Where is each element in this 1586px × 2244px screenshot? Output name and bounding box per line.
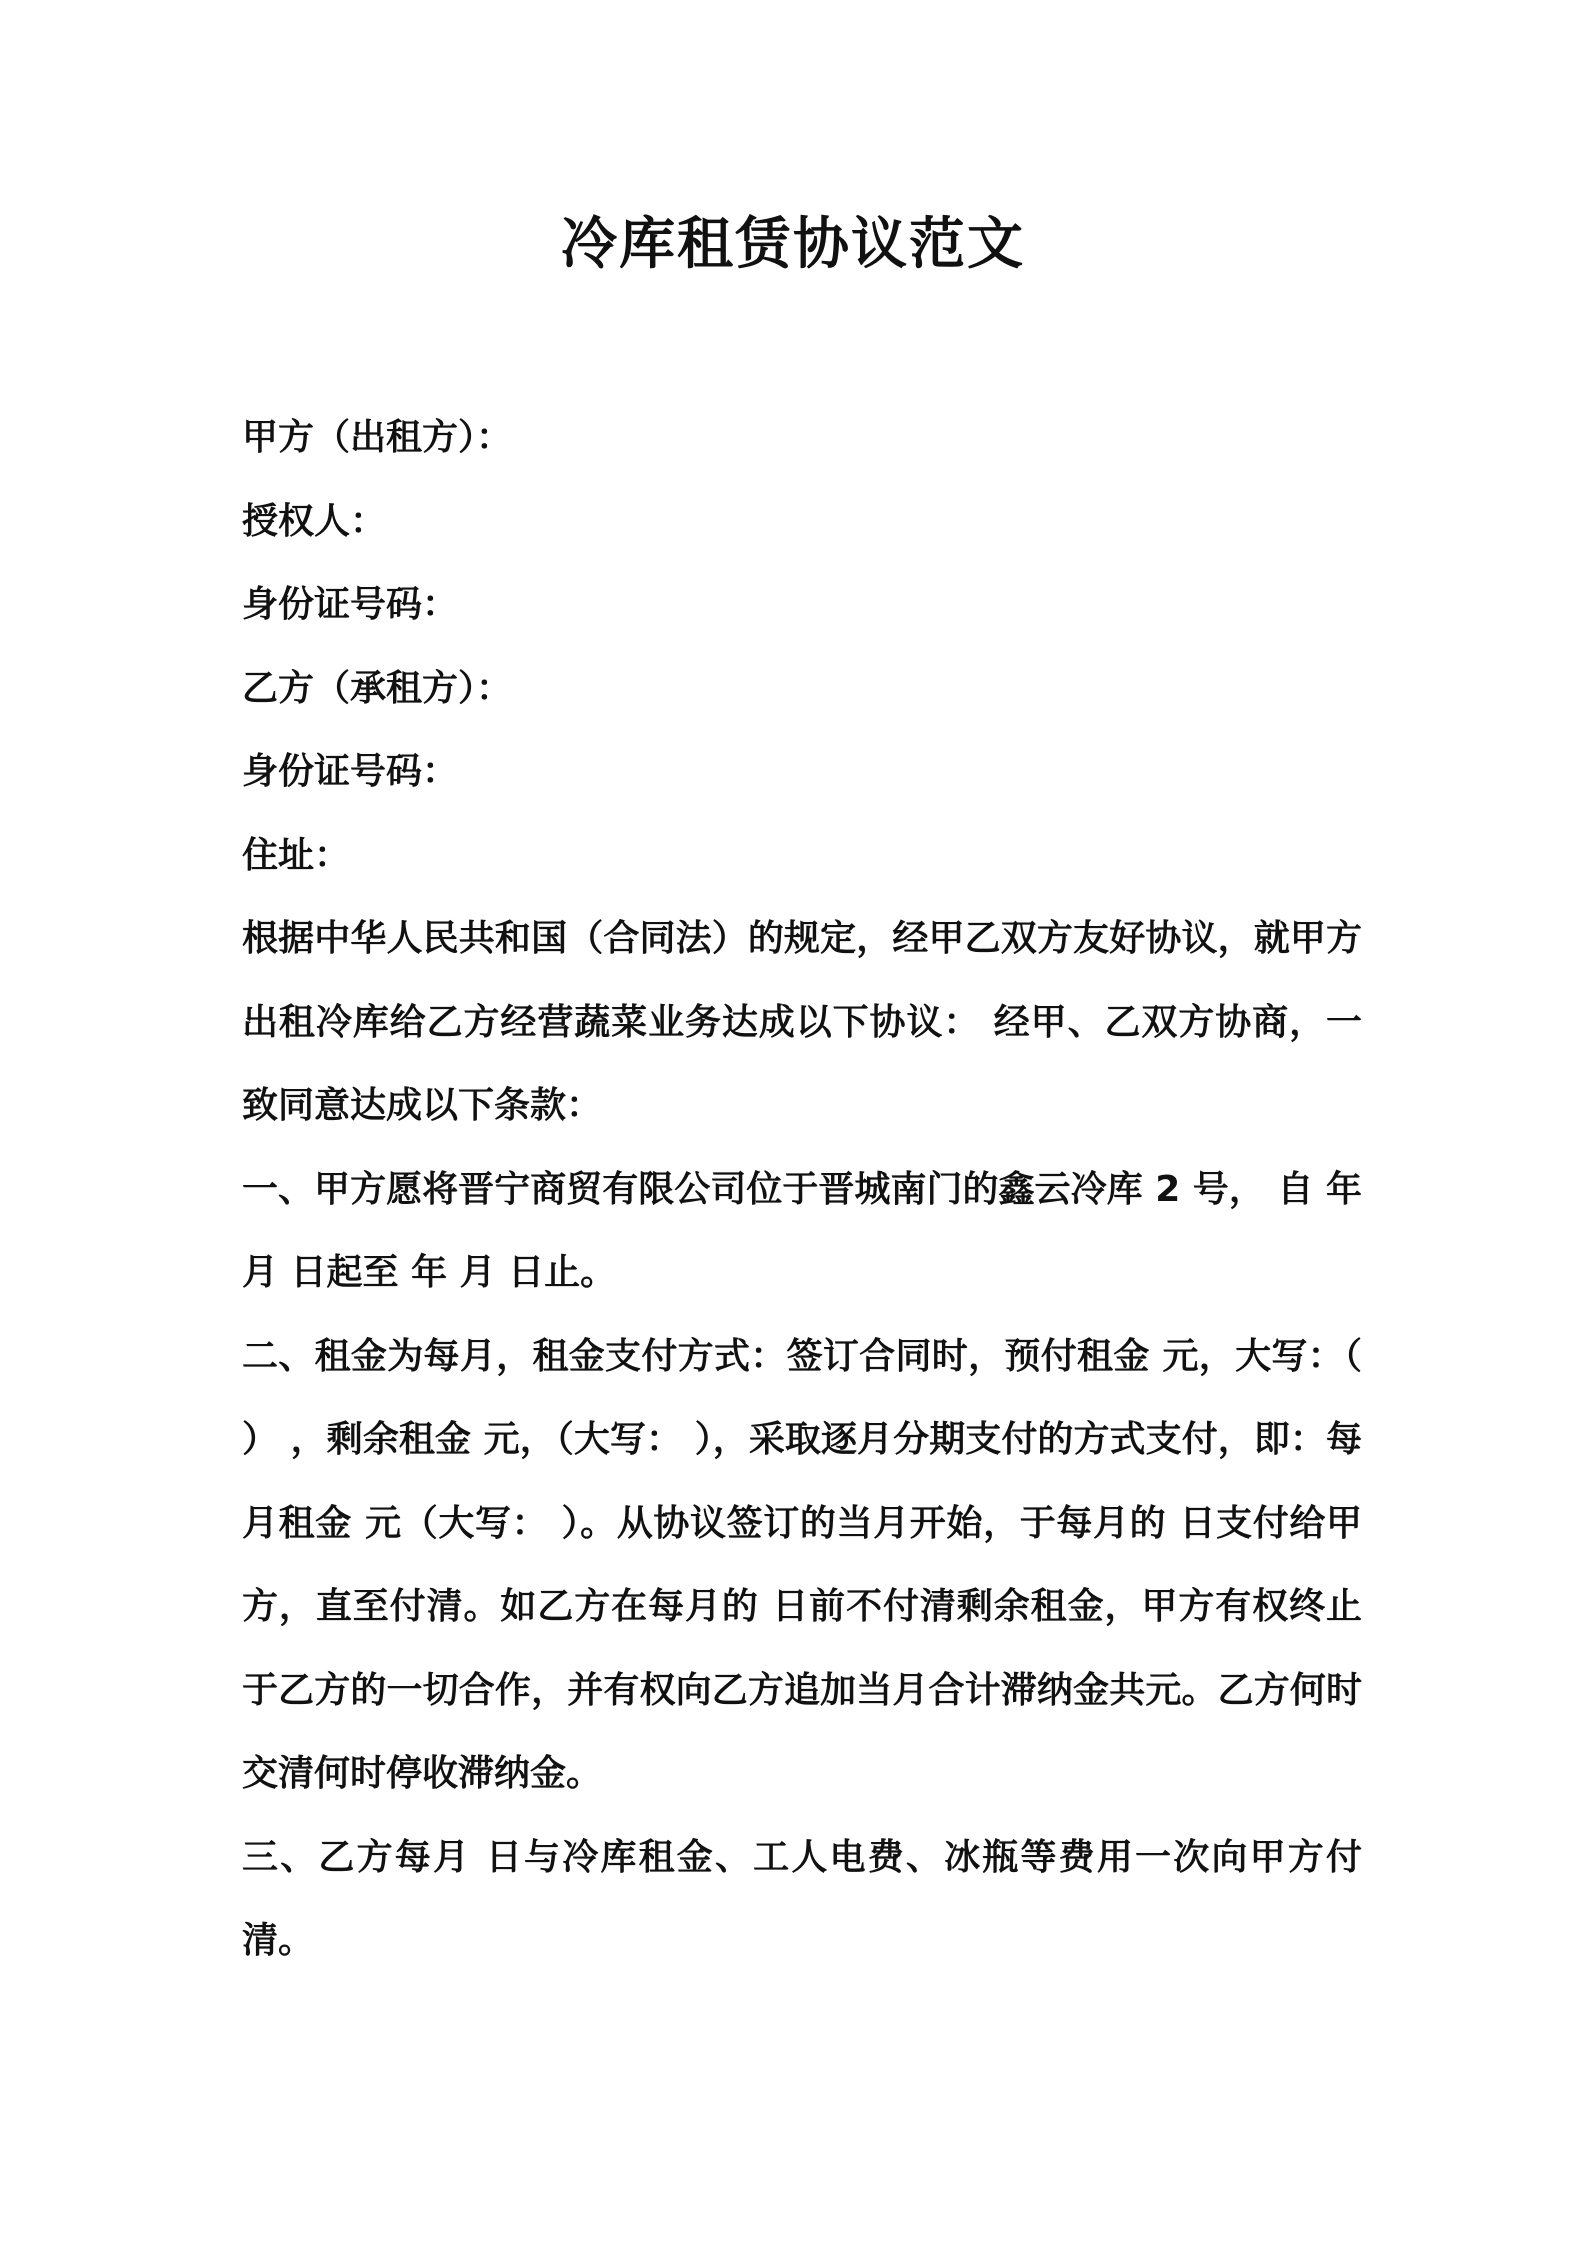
address-field: 住址： — [242, 834, 351, 876]
clause-1-paragraph: 一、甲方愿将晋宁商贸有限公司位于晋城南门的鑫云冷库 2 号， 自 年 月 日起至 年 月 日止。 — [242, 1168, 1362, 1293]
authorized-person-field: 授权人： — [242, 500, 387, 542]
clause-3-paragraph: 三、乙方每月 日与冷库租金、工人电费、冰瓶等费用一次向甲方付清。 — [242, 1836, 1362, 1961]
party-a-field: 甲方（出租方）： — [242, 417, 513, 458]
document-title: 冷库租赁协议范文 — [561, 212, 1025, 277]
party-a-id-field: 身份证号码： — [242, 584, 459, 625]
document-body — [242, 396, 1362, 1983]
preamble-paragraph: 根据中华人民共和国（合同法）的规定，经甲乙双方友好协议，就甲方出租冷库给乙方经营蔬菜业务达成以下协议： 经甲、乙双方协商，一致同意达成以下条款： — [242, 918, 1362, 1126]
clause-2-paragraph: 二、租金为每月，租金支付方式：签订合同时，预付租金 元，大写：（ ） ，剩余租金 元，（大写： ），采取逐月分期支付的方式支付，即：每月租金 元（大写： ）。从协议签订的当月开始，于每月的 日支付给甲方，直至付清。如乙方在每月的 日前不付清剩余租金，甲方有权终止于乙方的一切合作，并有权向乙方追加当月合计滞纳金共元。乙方何时交清何时停收滞纳金。 — [242, 1335, 1362, 1794]
party-b-field: 乙方（承租方）： — [242, 667, 513, 709]
party-b-id-field: 身份证号码： — [242, 751, 459, 792]
